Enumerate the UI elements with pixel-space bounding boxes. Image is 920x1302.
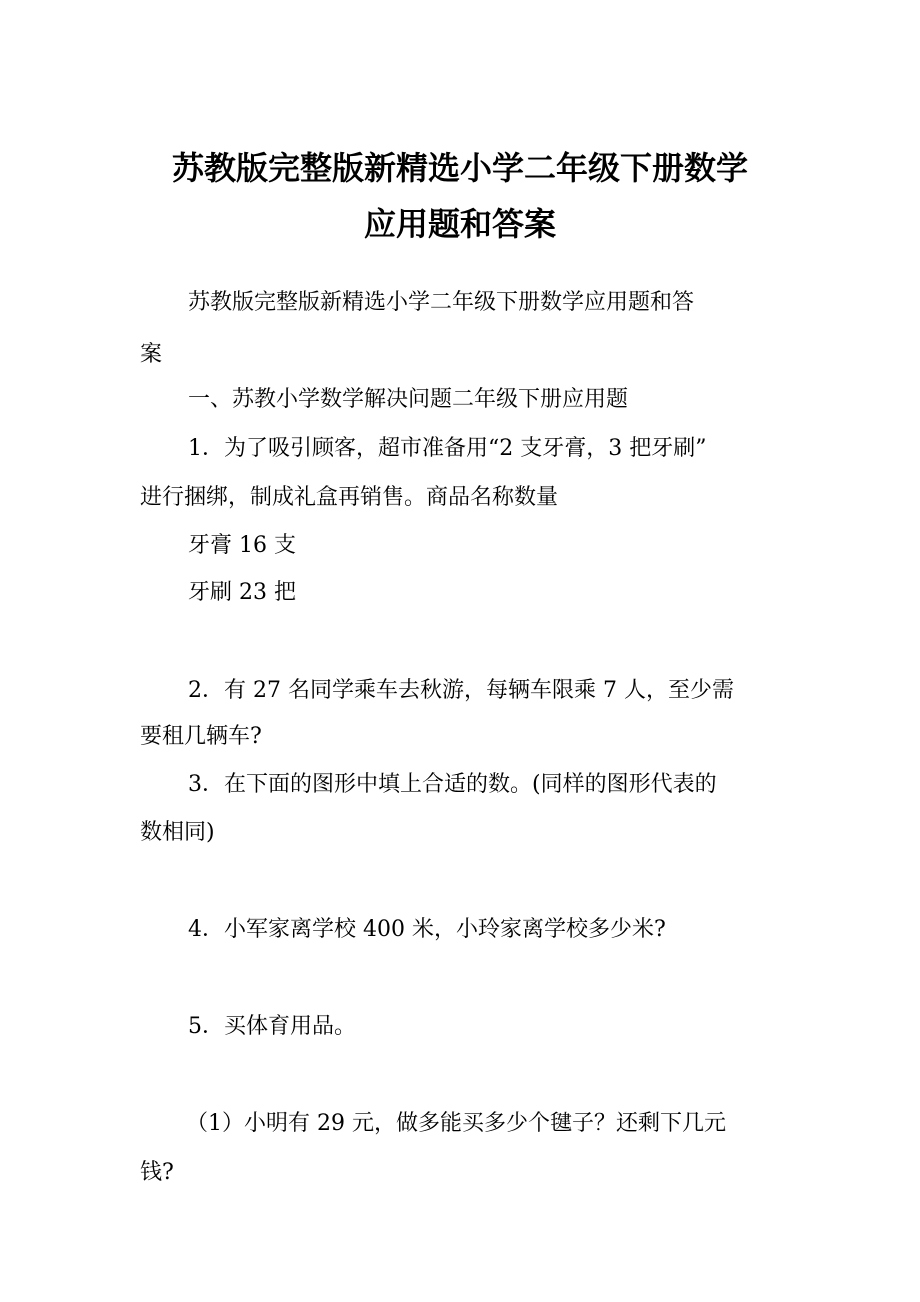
question-3-line-2: 数相同) (140, 820, 215, 845)
document-title-line-1: 苏教版完整版新精选小学二年级下册数学 (171, 149, 748, 187)
question-1-line-2: 进行捆绑，制成礼盒再销售。商品名称数量 (140, 485, 559, 510)
document-title-line-2: 应用题和答案 (363, 205, 556, 243)
question-2-line-2: 要租几辆车? (140, 724, 262, 749)
section-heading: 一、苏教小学数学解决问题二年级下册应用题 (188, 387, 629, 412)
question-5-sub-1-line-2: 钱? (140, 1160, 174, 1185)
question-3-line-1: 3．在下面的图形中填上合适的数。(同样的图形代表的 (188, 772, 717, 797)
question-1-item-toothbrush: 牙刷 23 把 (188, 580, 296, 605)
question-5-line-1: 5．买体育用品。 (188, 1014, 356, 1039)
question-2-line-1: 2．有 27 名同学乘车去秋游，每辆车限乘 7 人，至少需 (188, 678, 734, 703)
intro-paragraph-line-2: 案 (140, 342, 163, 367)
question-4-line-1: 4．小军家离学校 400 米，小玲家离学校多少米? (188, 917, 666, 942)
question-1-line-1: 1．为了吸引顾客，超市准备用“2 支牙膏，3 把牙刷” (188, 436, 707, 461)
question-1-item-toothpaste: 牙膏 16 支 (188, 533, 296, 558)
intro-paragraph-line-1: 苏教版完整版新精选小学二年级下册数学应用题和答 (188, 290, 695, 315)
question-5-sub-1-line-1: （1）小明有 29 元，做多能买多少个毽子？还剩下几元 (186, 1111, 726, 1136)
